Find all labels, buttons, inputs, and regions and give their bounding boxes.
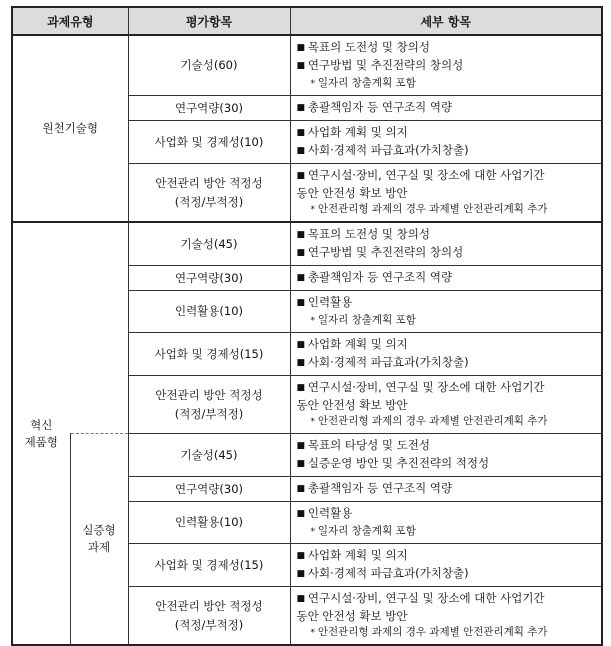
- evaluation-item: [128, 121, 290, 164]
- evaluation-item-text: 사업화 및 경제성(15): [154, 557, 264, 572]
- category-innovative-product: [12, 222, 70, 645]
- detail-line: ■ 목표의 도전성 및 창의성: [297, 39, 598, 57]
- evaluation-item-text: 인력활용(10): [174, 515, 244, 529]
- detail-line: ■ 사업화 계획 및 의지: [297, 547, 598, 565]
- evaluation-item: [128, 376, 290, 434]
- detail-items: [290, 587, 602, 646]
- detail-line: ■ 총괄책임자 등 연구조직 역량: [297, 269, 598, 287]
- evaluation-item-text: (적정/부적정): [174, 194, 244, 209]
- detail-items: [290, 266, 602, 291]
- evaluation-item-text: 연구역량(30): [174, 481, 244, 496]
- evaluation-item: [128, 544, 290, 587]
- category-name-line: 실증형: [82, 523, 116, 537]
- evaluation-item: [128, 164, 290, 223]
- evaluation-item-text: 기술성(45): [180, 236, 238, 251]
- table-row: [12, 35, 602, 96]
- detail-line: * 안전관리형 과제의 경우 과제별 안전관리계획 추가: [297, 413, 598, 430]
- header-detail: 세부 항목: [290, 7, 602, 35]
- evaluation-item-text: 연구역량(30): [174, 270, 244, 285]
- detail-line: 동안 안전성 확보 방안: [296, 398, 408, 412]
- evaluation-item-text: (적정/부적정): [174, 406, 244, 421]
- evaluation-item: [128, 434, 290, 477]
- evaluation-item-text: 안전관리 방안 적정성: [155, 598, 263, 613]
- detail-line: ■ 연구시설·장비, 연구실 및 장소에 대한 사업기간: [297, 167, 598, 185]
- blank-cell: [70, 222, 128, 434]
- detail-line: ■ 인력활용: [297, 294, 598, 312]
- detail-line: ■ 사회·경제적 파급효과(가치창출): [297, 142, 598, 160]
- evaluation-item: [128, 35, 290, 96]
- evaluation-item-text: (적정/부적정): [174, 617, 244, 632]
- evaluation-item: [128, 222, 290, 266]
- category-original-tech: 원천기술형: [12, 35, 128, 222]
- detail-items: [290, 96, 602, 121]
- detail-line: ■ 인력활용: [297, 505, 598, 523]
- detail-line: ■ 사업화 계획 및 의지: [297, 336, 598, 354]
- evaluation-item: [128, 291, 290, 333]
- evaluation-criteria-table-wrapper: [11, 6, 601, 646]
- evaluation-item-text: 연구역량(30): [174, 100, 244, 115]
- detail-line: ■ 사회·경제적 파급효과(가치창출): [297, 354, 598, 372]
- header-eval: 평가항목: [128, 7, 290, 35]
- evaluation-item-text: 안전관리 방안 적정성: [155, 387, 263, 402]
- detail-line: ■ 연구시설·장비, 연구실 및 장소에 대한 사업기간: [297, 379, 598, 397]
- evaluation-criteria-table: [11, 6, 603, 646]
- evaluation-item-text: 사업화 및 경제성(10): [154, 134, 264, 149]
- detail-items: [290, 333, 602, 376]
- detail-items: [290, 121, 602, 164]
- evaluation-item: [128, 333, 290, 376]
- detail-items: [290, 544, 602, 587]
- detail-line: ■ 목표의 도전성 및 창의성: [297, 226, 598, 244]
- evaluation-item-text: 인력활용(10): [174, 304, 244, 318]
- detail-line: * 일자리 창출계획 포함: [297, 75, 598, 92]
- table-row: [12, 434, 602, 477]
- evaluation-item: [128, 266, 290, 291]
- category-name-line: 혁신: [30, 417, 53, 432]
- detail-line: ■ 연구시설·장비, 연구실 및 장소에 대한 사업기간: [297, 590, 598, 608]
- table-body: [12, 35, 602, 645]
- detail-line: ■ 총괄책임자 등 연구조직 역량: [297, 99, 598, 117]
- detail-items: [290, 376, 602, 434]
- evaluation-item-text: 기술성(45): [180, 447, 238, 462]
- detail-line: ■ 사회·경제적 파급효과(가치창출): [297, 565, 598, 583]
- detail-items: [290, 477, 602, 502]
- detail-items: [290, 35, 602, 96]
- detail-items: [290, 164, 602, 223]
- evaluation-item-text: 사업화 및 경제성(15): [154, 346, 264, 361]
- table-row: [12, 222, 602, 266]
- detail-line: 동안 안전성 확보 방안: [296, 186, 408, 200]
- evaluation-item-text: 기술성(60): [180, 58, 238, 72]
- evaluation-item: [128, 477, 290, 502]
- evaluation-item: [128, 502, 290, 544]
- detail-line: ■ 목표의 타당성 및 도전성: [297, 437, 598, 455]
- detail-line: * 일자리 창출계획 포함: [297, 312, 598, 329]
- category-demonstration: [70, 434, 128, 646]
- detail-line: * 안전관리형 과제의 경우 과제별 안전관리계획 추가: [297, 201, 598, 218]
- evaluation-item-text: 안전관리 방안 적정성: [155, 175, 263, 190]
- category-name-line: 과제: [87, 540, 111, 554]
- detail-line: ■ 사업화 계획 및 의지: [297, 124, 598, 142]
- header-type: 과제유형: [12, 7, 128, 35]
- detail-items: [290, 291, 602, 333]
- detail-line: ■ 연구방법 및 추진전략의 창의성: [297, 57, 598, 75]
- detail-line: ■ 실증운영 방안 및 추진전략의 적정성: [297, 455, 598, 473]
- detail-line: ■ 연구방법 및 추진전략의 창의성: [297, 244, 598, 262]
- detail-line: * 안전관리형 과제의 경우 과제별 안전관리계획 추가: [297, 624, 598, 641]
- detail-items: [290, 222, 602, 266]
- evaluation-item: [128, 96, 290, 121]
- category-name-line: 제품형: [24, 434, 58, 449]
- detail-items: [290, 434, 602, 477]
- detail-line: 동안 안전성 확보 방안: [296, 609, 408, 623]
- table-header-row: [12, 7, 602, 35]
- detail-items: [290, 502, 602, 544]
- evaluation-item: [128, 587, 290, 646]
- detail-line: ■ 총괄책임자 등 연구조직 역량: [297, 480, 598, 498]
- detail-line: * 일자리 창출계획 포함: [297, 523, 598, 540]
